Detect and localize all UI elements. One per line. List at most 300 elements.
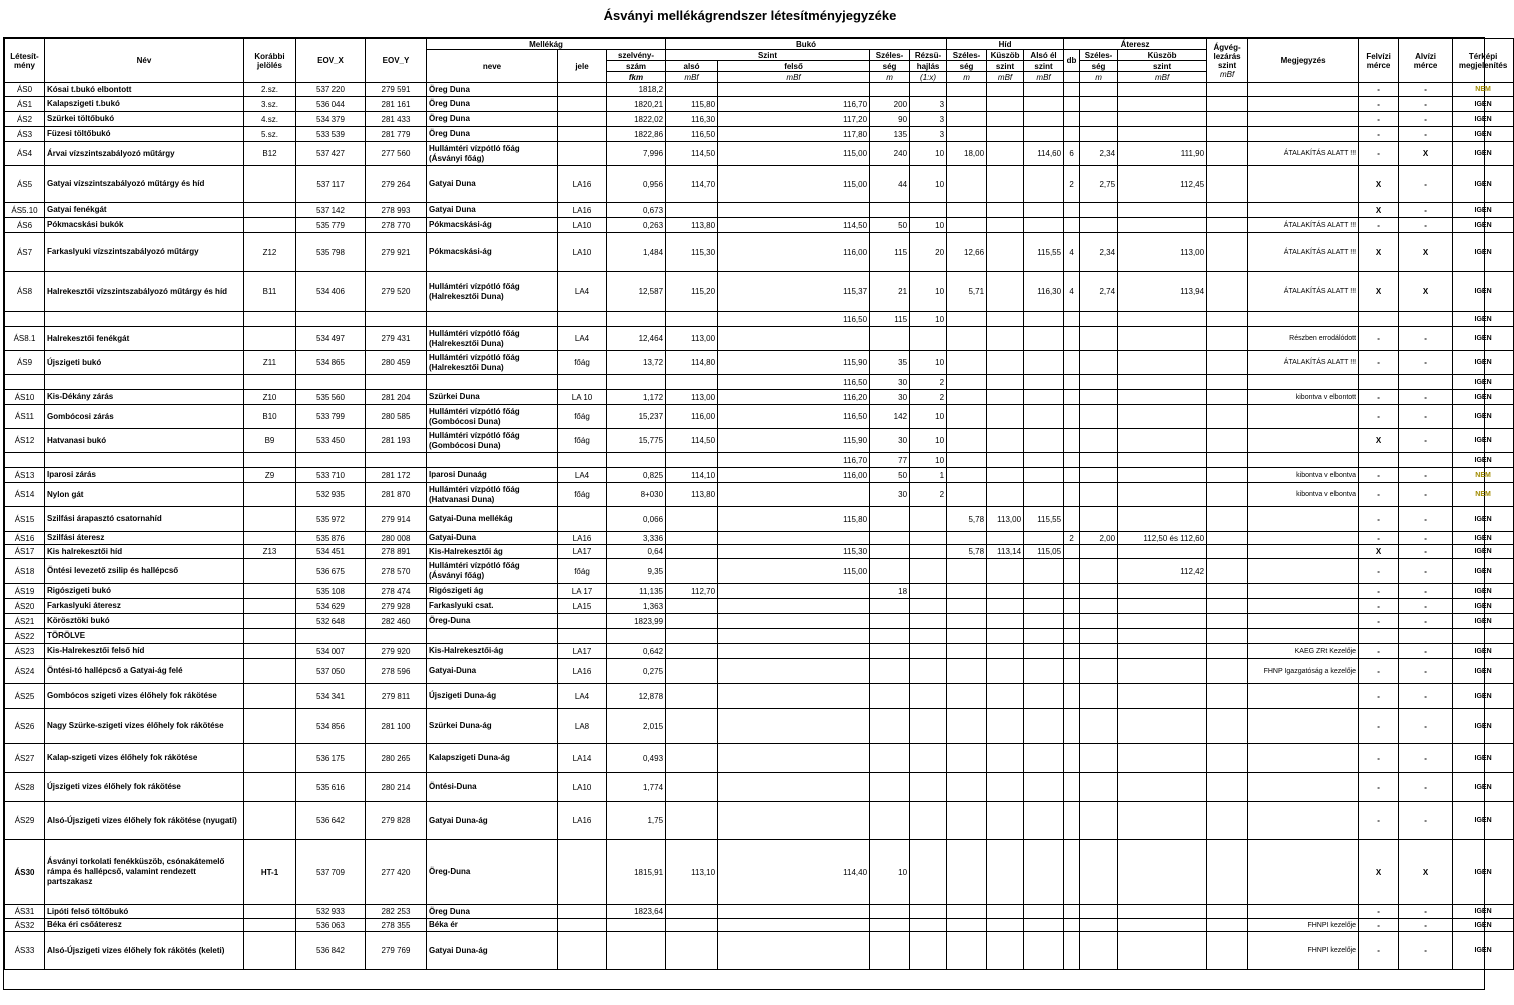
- row-name: Rigószigeti bukó: [45, 584, 244, 599]
- table-row: [5, 327, 1514, 351]
- row-buko-also: [666, 919, 718, 932]
- col-buko-felso: felső: [718, 61, 870, 72]
- row-eov-y: 278 355: [366, 919, 427, 932]
- row-buko-rezsu: 10: [910, 218, 947, 233]
- row-buko-felso: [718, 919, 870, 932]
- row-buko-also: 113,00: [666, 390, 718, 405]
- row-buko-rezsu: 10: [910, 312, 947, 327]
- row-ateresz-szelesseg: [1080, 127, 1118, 142]
- row-buko-rezsu: [910, 802, 947, 840]
- row-hid-also-el: [1024, 599, 1064, 614]
- row-ateresz-db: [1064, 97, 1080, 112]
- row-name: Kalapszigeti t.bukó: [45, 97, 244, 112]
- row-szelveny: 0,956: [607, 166, 666, 203]
- row-ateresz-kuszob: [1118, 127, 1207, 142]
- row-buko-also: [666, 559, 718, 584]
- row-id: ÁS5.10: [5, 203, 45, 218]
- row-hid-also-el: [1024, 351, 1064, 375]
- row-buko-rezsu: [910, 744, 947, 773]
- row-buko-rezsu: 10: [910, 453, 947, 468]
- row-ateresz-kuszob: [1118, 312, 1207, 327]
- row-szelveny: 1,75: [607, 802, 666, 840]
- row-terkepi: IGEN: [1453, 599, 1514, 614]
- row-buko-szelesseg: [870, 773, 910, 802]
- table-row: [5, 483, 1514, 507]
- row-felvizi: -: [1359, 532, 1399, 545]
- row-terkepi: IGEN: [1453, 429, 1514, 453]
- row-name: Szilfási árapasztó csatornahíd: [45, 507, 244, 532]
- row-hid-kuszob: [987, 932, 1024, 970]
- row-mellekag-neve: Hullámtéri vízpótló főág (Gombócosi Duna): [427, 405, 558, 429]
- row-hid-kuszob: [987, 709, 1024, 744]
- row-mellekag-jele: főág: [558, 483, 607, 507]
- row-terkepi: IGEN: [1453, 659, 1514, 684]
- row-ateresz-kuszob: [1118, 773, 1207, 802]
- row-buko-felso: [718, 773, 870, 802]
- row-alvizi: -: [1399, 584, 1453, 599]
- row-buko-also: [666, 312, 718, 327]
- row-terkepi: IGEN: [1453, 233, 1514, 272]
- row-felvizi: -: [1359, 709, 1399, 744]
- row-korabbi: [244, 218, 296, 233]
- table-row: [5, 112, 1514, 127]
- row-megjegyzes: [1248, 744, 1359, 773]
- row-terkepi: IGEN: [1453, 744, 1514, 773]
- row-szelveny: 1823,99: [607, 614, 666, 629]
- row-buko-rezsu: 10: [910, 272, 947, 312]
- row-megjegyzes: [1248, 584, 1359, 599]
- row-id: ÁS2: [5, 112, 45, 127]
- row-ateresz-db: 4: [1064, 233, 1080, 272]
- row-hid-also-el: [1024, 644, 1064, 659]
- row-eov-x: 536 044: [296, 97, 366, 112]
- table-row: [5, 83, 1514, 97]
- row-buko-rezsu: 1: [910, 468, 947, 483]
- row-ateresz-kuszob: [1118, 905, 1207, 919]
- row-hid-kuszob: [987, 532, 1024, 545]
- row-szelveny: 0,275: [607, 659, 666, 684]
- row-buko-szelesseg: [870, 327, 910, 351]
- row-eov-y: 280 585: [366, 405, 427, 429]
- row-buko-rezsu: [910, 584, 947, 599]
- row-korabbi: [244, 166, 296, 203]
- row-eov-x: [296, 453, 366, 468]
- table-row: [5, 312, 1514, 327]
- row-id: ÁS25: [5, 684, 45, 709]
- row-ateresz-kuszob: [1118, 483, 1207, 507]
- row-terkepi: IGEN: [1453, 97, 1514, 112]
- row-mellekag-jele: [558, 375, 607, 390]
- row-alvizi: -: [1399, 112, 1453, 127]
- row-megjegyzes: [1248, 629, 1359, 644]
- row-hid-kuszob: [987, 142, 1024, 166]
- row-buko-rezsu: [910, 919, 947, 932]
- row-buko-felso: 115,90: [718, 351, 870, 375]
- row-ateresz-kuszob: [1118, 644, 1207, 659]
- row-mellekag-neve: Öreg Duna: [427, 127, 558, 142]
- row-name: Kósai t.bukó elbontott: [45, 83, 244, 97]
- row-hid-also-el: [1024, 327, 1064, 351]
- row-buko-szelesseg: 200: [870, 97, 910, 112]
- table-row: [5, 97, 1514, 112]
- row-buko-also: [666, 905, 718, 919]
- row-buko-also: [666, 453, 718, 468]
- row-buko-rezsu: [910, 709, 947, 744]
- row-alvizi: -: [1399, 659, 1453, 684]
- row-terkepi: IGEN: [1453, 127, 1514, 142]
- row-buko-szelesseg: [870, 919, 910, 932]
- row-buko-also: 113,10: [666, 840, 718, 905]
- table-row: [5, 644, 1514, 659]
- row-agveg: [1207, 905, 1248, 919]
- row-mellekag-jele: LA10: [558, 773, 607, 802]
- row-id: ÁS11: [5, 405, 45, 429]
- row-ateresz-szelesseg: [1080, 744, 1118, 773]
- row-mellekag-neve: Öntési-Duna: [427, 773, 558, 802]
- row-hid-szelesseg: [947, 932, 987, 970]
- row-eov-y: [366, 629, 427, 644]
- row-szelveny: 1815,91: [607, 840, 666, 905]
- row-szelveny: [607, 932, 666, 970]
- row-eov-x: 533 799: [296, 405, 366, 429]
- row-alvizi: -: [1399, 127, 1453, 142]
- row-megjegyzes: [1248, 453, 1359, 468]
- row-hid-also-el: [1024, 802, 1064, 840]
- row-megjegyzes: FHNP Igazgatóság a kezelője: [1248, 659, 1359, 684]
- col-ateresz-db: db: [1064, 50, 1080, 72]
- row-mellekag-neve: Farkaslyuki csat.: [427, 599, 558, 614]
- row-eov-y: 279 928: [366, 599, 427, 614]
- row-korabbi: [244, 932, 296, 970]
- row-terkepi: IGEN: [1453, 327, 1514, 351]
- row-eov-x: 537 220: [296, 83, 366, 97]
- row-buko-rezsu: [910, 545, 947, 559]
- row-ateresz-kuszob: [1118, 218, 1207, 233]
- row-szelveny: 1820,21: [607, 97, 666, 112]
- row-hid-szelesseg: [947, 375, 987, 390]
- row-eov-y: 281 100: [366, 709, 427, 744]
- row-ateresz-kuszob: [1118, 112, 1207, 127]
- row-eov-x: 535 616: [296, 773, 366, 802]
- row-korabbi: [244, 375, 296, 390]
- row-alvizi: -: [1399, 919, 1453, 932]
- row-hid-kuszob: [987, 127, 1024, 142]
- row-korabbi: 5.sz.: [244, 127, 296, 142]
- row-buko-szelesseg: 77: [870, 453, 910, 468]
- row-korabbi: [244, 644, 296, 659]
- row-eov-y: 279 921: [366, 233, 427, 272]
- row-felvizi: -: [1359, 83, 1399, 97]
- row-eov-x: [296, 375, 366, 390]
- row-id: ÁS33: [5, 932, 45, 970]
- row-ateresz-db: [1064, 659, 1080, 684]
- row-buko-felso: 117,20: [718, 112, 870, 127]
- row-hid-szelesseg: 18,00: [947, 142, 987, 166]
- row-agveg: [1207, 327, 1248, 351]
- row-felvizi: X: [1359, 272, 1399, 312]
- row-id: ÁS20: [5, 599, 45, 614]
- row-name: Ásványi torkolati fenékküszöb, csónakátemelő rámpa és hallépcső, valamint rendezett partszakasz: [45, 840, 244, 905]
- row-name: Körösztöki bukó: [45, 614, 244, 629]
- row-mellekag-jele: főág: [558, 405, 607, 429]
- row-szelveny: 1822,02: [607, 112, 666, 127]
- row-mellekag-jele: LA10: [558, 233, 607, 272]
- table-row: [5, 218, 1514, 233]
- row-ateresz-kuszob: 112,50 és 112,60: [1118, 532, 1207, 545]
- row-hid-also-el: [1024, 773, 1064, 802]
- row-hid-kuszob: [987, 203, 1024, 218]
- col-letesitmeny: Létesít- mény: [5, 39, 45, 83]
- row-ateresz-szelesseg: [1080, 709, 1118, 744]
- row-terkepi: NEM: [1453, 83, 1514, 97]
- row-megjegyzes: [1248, 545, 1359, 559]
- row-hid-kuszob: [987, 468, 1024, 483]
- row-ateresz-szelesseg: [1080, 203, 1118, 218]
- row-name: Lipóti felső töltőbukó: [45, 905, 244, 919]
- row-ateresz-kuszob: [1118, 83, 1207, 97]
- row-korabbi: HT-1: [244, 840, 296, 905]
- row-buko-szelesseg: 30: [870, 429, 910, 453]
- row-mellekag-jele: LA4: [558, 272, 607, 312]
- row-agveg: [1207, 773, 1248, 802]
- row-eov-x: 537 050: [296, 659, 366, 684]
- row-ateresz-db: [1064, 390, 1080, 405]
- row-szelveny: 7,996: [607, 142, 666, 166]
- row-name: Kis halrekesztői híd: [45, 545, 244, 559]
- row-hid-kuszob: [987, 453, 1024, 468]
- row-terkepi: IGEN: [1453, 802, 1514, 840]
- row-terkepi: IGEN: [1453, 453, 1514, 468]
- row-eov-x: [296, 629, 366, 644]
- row-buko-szelesseg: [870, 932, 910, 970]
- row-buko-also: [666, 375, 718, 390]
- row-ateresz-kuszob: [1118, 709, 1207, 744]
- row-name: Gombócosi zárás: [45, 405, 244, 429]
- col-buko-szelesseg: Széles-: [870, 50, 910, 61]
- row-eov-x: 537 427: [296, 142, 366, 166]
- row-alvizi: -: [1399, 599, 1453, 614]
- row-terkepi: IGEN: [1453, 773, 1514, 802]
- table-row: [5, 709, 1514, 744]
- row-buko-szelesseg: [870, 629, 910, 644]
- row-buko-felso: [718, 629, 870, 644]
- table-row: [5, 507, 1514, 532]
- row-hid-szelesseg: [947, 614, 987, 629]
- row-agveg: [1207, 142, 1248, 166]
- row-hid-also-el: [1024, 453, 1064, 468]
- row-korabbi: B12: [244, 142, 296, 166]
- row-buko-also: 113,80: [666, 483, 718, 507]
- row-id: ÁS5: [5, 166, 45, 203]
- row-terkepi: [1453, 629, 1514, 644]
- row-terkepi: IGEN: [1453, 840, 1514, 905]
- col-mellekag-neve: neve: [427, 50, 558, 83]
- row-megjegyzes: [1248, 405, 1359, 429]
- row-hid-szelesseg: [947, 559, 987, 584]
- row-ateresz-db: [1064, 684, 1080, 709]
- row-ateresz-db: [1064, 629, 1080, 644]
- row-eov-x: [296, 312, 366, 327]
- row-szelveny: [607, 919, 666, 932]
- row-id: [5, 375, 45, 390]
- row-ateresz-db: [1064, 203, 1080, 218]
- row-agveg: [1207, 390, 1248, 405]
- row-id: ÁS12: [5, 429, 45, 453]
- row-buko-szelesseg: [870, 203, 910, 218]
- row-szelveny: 0,825: [607, 468, 666, 483]
- row-buko-szelesseg: 10: [870, 840, 910, 905]
- row-agveg: [1207, 405, 1248, 429]
- row-eov-y: 278 993: [366, 203, 427, 218]
- row-terkepi: IGEN: [1453, 166, 1514, 203]
- row-ateresz-db: [1064, 614, 1080, 629]
- row-hid-also-el: [1024, 405, 1064, 429]
- col-ateresz-kuszob-2: szint: [1118, 61, 1207, 72]
- row-megjegyzes: [1248, 83, 1359, 97]
- row-szelveny: [607, 312, 666, 327]
- row-name: Árvai vízszintszabályozó műtárgy: [45, 142, 244, 166]
- row-ateresz-kuszob: [1118, 584, 1207, 599]
- row-megjegyzes: KAEG ZRt Kezelője: [1248, 644, 1359, 659]
- row-szelveny: 11,135: [607, 584, 666, 599]
- row-hid-szelesseg: [947, 773, 987, 802]
- row-buko-szelesseg: 18: [870, 584, 910, 599]
- row-agveg: [1207, 932, 1248, 970]
- row-mellekag-neve: Gatyai Duna: [427, 166, 558, 203]
- row-name: Füzesi töltőbukó: [45, 127, 244, 142]
- row-terkepi: IGEN: [1453, 559, 1514, 584]
- row-eov-y: 277 420: [366, 840, 427, 905]
- row-id: ÁS23: [5, 644, 45, 659]
- row-buko-rezsu: [910, 773, 947, 802]
- row-hid-kuszob: [987, 166, 1024, 203]
- row-ateresz-db: [1064, 405, 1080, 429]
- row-ateresz-db: 6: [1064, 142, 1080, 166]
- row-megjegyzes: [1248, 559, 1359, 584]
- table-row: [5, 532, 1514, 545]
- row-megjegyzes: kibontva v elbontott: [1248, 390, 1359, 405]
- unit-ateresz-db: [1064, 72, 1080, 83]
- row-alvizi: X: [1399, 233, 1453, 272]
- row-alvizi: -: [1399, 390, 1453, 405]
- row-korabbi: Z9: [244, 468, 296, 483]
- row-eov-x: 534 379: [296, 112, 366, 127]
- row-korabbi: [244, 684, 296, 709]
- row-buko-rezsu: 10: [910, 351, 947, 375]
- table-row: [5, 390, 1514, 405]
- row-buko-also: [666, 709, 718, 744]
- row-felvizi: -: [1359, 744, 1399, 773]
- row-buko-szelesseg: 35: [870, 351, 910, 375]
- row-megjegyzes: [1248, 614, 1359, 629]
- row-ateresz-szelesseg: [1080, 629, 1118, 644]
- row-buko-rezsu: 3: [910, 127, 947, 142]
- row-ateresz-szelesseg: [1080, 684, 1118, 709]
- row-mellekag-jele: LA15: [558, 599, 607, 614]
- row-ateresz-szelesseg: [1080, 919, 1118, 932]
- row-terkepi: IGEN: [1453, 684, 1514, 709]
- row-eov-x: 535 972: [296, 507, 366, 532]
- row-megjegyzes: [1248, 166, 1359, 203]
- row-buko-szelesseg: [870, 614, 910, 629]
- row-ateresz-db: 2: [1064, 166, 1080, 203]
- row-ateresz-db: [1064, 905, 1080, 919]
- row-buko-rezsu: [910, 327, 947, 351]
- row-felvizi: [1359, 629, 1399, 644]
- row-id: ÁS0: [5, 83, 45, 97]
- row-name: Öntési-tó hallépcső a Gatyai-ág felé: [45, 659, 244, 684]
- row-ateresz-db: [1064, 932, 1080, 970]
- row-terkepi: IGEN: [1453, 203, 1514, 218]
- row-eov-x: 532 935: [296, 483, 366, 507]
- row-ateresz-db: [1064, 545, 1080, 559]
- row-agveg: [1207, 233, 1248, 272]
- row-alvizi: -: [1399, 203, 1453, 218]
- row-szelveny: [607, 375, 666, 390]
- group-ateresz: Áteresz: [1064, 39, 1207, 50]
- row-ateresz-kuszob: [1118, 390, 1207, 405]
- row-szelveny: 2,015: [607, 709, 666, 744]
- col-terkepi: Térképi megjelenítés: [1453, 39, 1514, 83]
- row-korabbi: Z10: [244, 390, 296, 405]
- row-eov-x: 534 865: [296, 351, 366, 375]
- row-mellekag-jele: LA16: [558, 166, 607, 203]
- row-mellekag-jele: LA16: [558, 659, 607, 684]
- row-alvizi: -: [1399, 507, 1453, 532]
- row-eov-x: 534 629: [296, 599, 366, 614]
- row-agveg: [1207, 312, 1248, 327]
- row-buko-szelesseg: 50: [870, 468, 910, 483]
- row-terkepi: IGEN: [1453, 507, 1514, 532]
- row-terkepi: NEM: [1453, 468, 1514, 483]
- row-ateresz-szelesseg: [1080, 112, 1118, 127]
- row-buko-also: [666, 545, 718, 559]
- row-eov-x: 534 856: [296, 709, 366, 744]
- row-ateresz-db: 4: [1064, 272, 1080, 312]
- col-agveg: Ágvég- lezárás szint mBf: [1207, 39, 1248, 83]
- row-alvizi: -: [1399, 429, 1453, 453]
- row-felvizi: X: [1359, 203, 1399, 218]
- row-hid-kuszob: 113,00: [987, 507, 1024, 532]
- row-buko-felso: 115,00: [718, 559, 870, 584]
- col-megjegyzes: Megjegyzés: [1248, 39, 1359, 83]
- table-row: [5, 932, 1514, 970]
- row-buko-szelesseg: [870, 802, 910, 840]
- row-hid-also-el: [1024, 905, 1064, 919]
- row-mellekag-jele: LA4: [558, 327, 607, 351]
- table-row: [5, 599, 1514, 614]
- row-hid-also-el: [1024, 218, 1064, 233]
- row-alvizi: X: [1399, 272, 1453, 312]
- table-row: [5, 559, 1514, 584]
- row-agveg: [1207, 483, 1248, 507]
- row-korabbi: [244, 773, 296, 802]
- table-row: [5, 233, 1514, 272]
- row-korabbi: [244, 532, 296, 545]
- row-agveg: [1207, 709, 1248, 744]
- row-name: Kis-Dékány zárás: [45, 390, 244, 405]
- row-buko-also: 115,30: [666, 233, 718, 272]
- row-ateresz-kuszob: 112,45: [1118, 166, 1207, 203]
- row-buko-also: 115,80: [666, 97, 718, 112]
- unit-ateresz-kuszob: mBf: [1118, 72, 1207, 83]
- row-buko-szelesseg: [870, 532, 910, 545]
- table-row: [5, 351, 1514, 375]
- row-buko-rezsu: [910, 507, 947, 532]
- row-megjegyzes: [1248, 97, 1359, 112]
- row-hid-also-el: [1024, 127, 1064, 142]
- row-hid-kuszob: [987, 802, 1024, 840]
